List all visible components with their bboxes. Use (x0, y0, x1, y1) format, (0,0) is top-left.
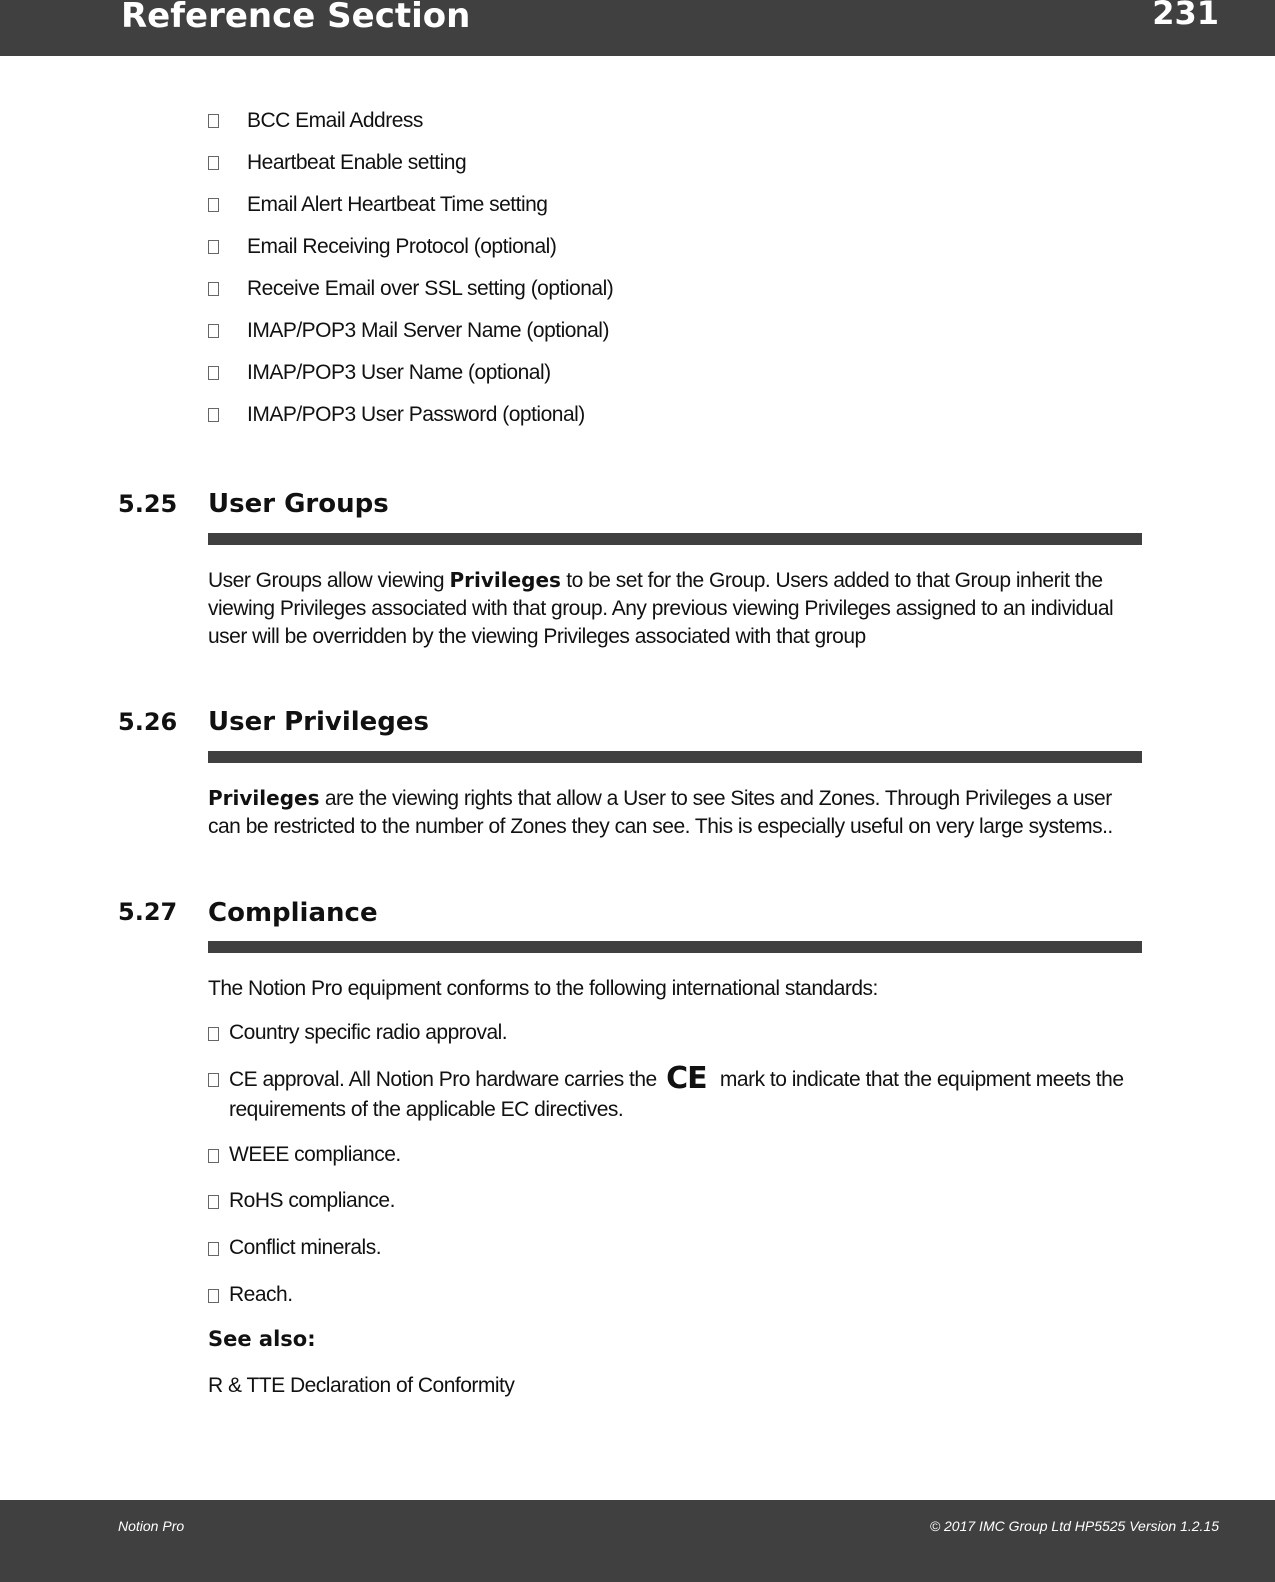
footer-copyright: © 2017 IMC Group Ltd HP5525 Version 1.2.15 (929, 1518, 1219, 1534)
bullet-box-icon (208, 156, 219, 170)
bullet-box-icon (208, 114, 219, 128)
list-item: Conflict minerals. (208, 1233, 1148, 1263)
ce-mark-icon: CE (666, 1061, 707, 1096)
bullet-box-icon (208, 1073, 219, 1087)
section-number-compliance: 5.27 (118, 898, 178, 926)
section-title-user-privileges: User Privileges (208, 707, 430, 737)
list-item: WEEE compliance. (208, 1140, 1148, 1170)
section-title-compliance: Compliance (208, 898, 378, 928)
footer-product: Notion Pro (118, 1518, 185, 1534)
see-also-link[interactable]: R & TTE Declaration of Conformity (208, 1374, 515, 1397)
list-item: Reach. (208, 1280, 1148, 1310)
privileges-term: Privileges (449, 568, 561, 592)
section-number-user-groups: 5.25 (118, 490, 178, 518)
bullet-box-icon (208, 1149, 219, 1163)
section-number-user-privileges: 5.26 (118, 708, 178, 736)
bullet-box-icon (208, 1289, 219, 1303)
page-header (0, 0, 1275, 56)
list-item: Country specific radio approval. (208, 1018, 1148, 1048)
section-divider (208, 751, 1142, 763)
bullet-box-icon (208, 324, 219, 338)
list-item: RoHS compliance. (208, 1186, 1148, 1216)
list-item: Heartbeat Enable setting (208, 142, 1108, 184)
list-item: Email Alert Heartbeat Time setting (208, 184, 1108, 226)
header-title: Reference Section (121, 0, 471, 36)
bullet-box-icon (208, 198, 219, 212)
bullet-box-icon (208, 1195, 219, 1209)
bullet-box-icon (208, 366, 219, 380)
list-item: CE approval. All Notion Pro hardware carries the CE mark to indicate that the equipment meets the requirements of the applicable EC directives. (208, 1064, 1148, 1125)
compliance-intro: The Notion Pro equipment conforms to the following international standards: (208, 977, 878, 1000)
bullet-box-icon (208, 240, 219, 254)
bullet-box-icon (208, 1242, 219, 1256)
section-divider (208, 533, 1142, 545)
list-item: Email Receiving Protocol (optional) (208, 226, 1108, 268)
user-groups-paragraph: User Groups allow viewing Privileges to be set for the Group. Users added to that Group inherit the viewing Privileges associated with that group. Any previous viewing Privileges assigned to an individual user will be overridden by the viewing Privileges associated with that group (208, 568, 1114, 648)
page-number: 231 (1152, 0, 1219, 32)
see-also-label: See also: (208, 1327, 316, 1351)
list-item: BCC Email Address (208, 100, 1108, 142)
section-divider (208, 941, 1142, 953)
privileges-term: Privileges (208, 786, 320, 810)
list-item: IMAP/POP3 Mail Server Name (optional) (208, 310, 1108, 352)
list-item: IMAP/POP3 User Name (optional) (208, 352, 1108, 394)
list-item: Receive Email over SSL setting (optional) (208, 268, 1108, 310)
list-item: IMAP/POP3 User Password (optional) (208, 394, 1108, 436)
bullet-box-icon (208, 408, 219, 422)
user-privileges-paragraph: Privileges are the viewing rights that allow a User to see Sites and Zones. Through Privileges a user can be restricted to the number of Zones they can see. This is especially useful on very large systems.. (208, 786, 1113, 838)
bullet-box-icon (208, 282, 219, 296)
page-footer (0, 1500, 1275, 1582)
settings-bullet-list (208, 100, 1108, 436)
bullet-box-icon (208, 1027, 219, 1041)
section-title-user-groups: User Groups (208, 489, 389, 519)
